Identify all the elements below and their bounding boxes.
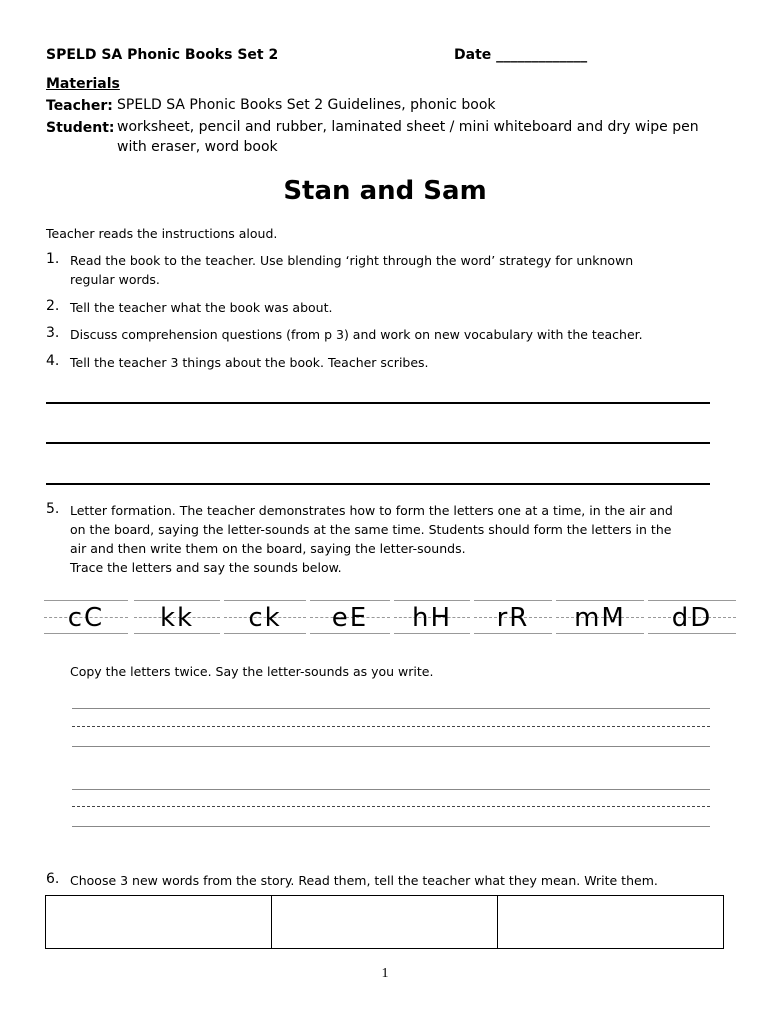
trace-letters: kk bbox=[159, 603, 195, 633]
scribe-line[interactable] bbox=[46, 402, 710, 404]
trace-letter-group bbox=[310, 600, 390, 636]
scribe-line[interactable] bbox=[46, 442, 710, 444]
word-cell[interactable] bbox=[272, 896, 498, 948]
copy-top-line[interactable] bbox=[72, 708, 710, 709]
student-materials-line1: worksheet, pencil and rubber, laminated sheet / mini whiteboard and dry wipe pen bbox=[117, 119, 699, 135]
trace-letter-group bbox=[224, 600, 306, 636]
letter-formation-line3: air and then write them on the board, saying the letter-sounds. bbox=[70, 541, 466, 556]
word-cell[interactable] bbox=[46, 896, 272, 948]
teacher-materials: SPELD SA Phonic Books Set 2 Guidelines, phonic book bbox=[117, 97, 496, 113]
instruction-1-line2: regular words. bbox=[70, 272, 160, 287]
trace-letter-group bbox=[556, 600, 644, 636]
trace-letters: ck bbox=[248, 603, 282, 633]
instruction-3: Discuss comprehension questions (from p 3) and work on new vocabulary with the teacher. bbox=[70, 327, 643, 342]
trace-letter-group bbox=[134, 600, 220, 636]
copy-instruction: Copy the letters twice. Say the letter-sounds as you write. bbox=[70, 664, 434, 679]
date-field: Date _____________ bbox=[454, 47, 588, 63]
copy-mid-line[interactable] bbox=[72, 806, 710, 807]
trace-letters: rR bbox=[496, 603, 530, 633]
materials-heading: Materials bbox=[46, 76, 120, 92]
trace-letters: cC bbox=[67, 603, 105, 633]
trace-letter-group bbox=[648, 600, 736, 636]
letter-formation-line1: Letter formation. The teacher demonstrates how to form the letters one at a time, in the air and bbox=[70, 503, 673, 518]
instruction-number: 4. bbox=[46, 353, 60, 369]
instruction-number: 3. bbox=[46, 325, 60, 341]
copy-base-line[interactable] bbox=[72, 746, 710, 747]
scribe-line[interactable] bbox=[46, 483, 710, 485]
instruction-number: 5. bbox=[46, 501, 60, 517]
trace-letter-group bbox=[394, 600, 470, 636]
story-title: Stan and Sam bbox=[283, 176, 487, 206]
trace-letter-group bbox=[474, 600, 552, 636]
new-words-instruction: Choose 3 new words from the story. Read them, tell the teacher what they mean. Write them. bbox=[70, 873, 658, 888]
teacher-label: Teacher: bbox=[46, 98, 113, 114]
trace-letter-group bbox=[44, 600, 128, 636]
page-number: 1 bbox=[381, 966, 389, 981]
trace-letters: eE bbox=[331, 603, 369, 633]
student-label: Student: bbox=[46, 120, 115, 136]
copy-base-line[interactable] bbox=[72, 826, 710, 827]
new-words-table bbox=[45, 895, 724, 949]
instruction-number: 2. bbox=[46, 298, 60, 314]
trace-letters: mM bbox=[574, 603, 626, 633]
intro-text: Teacher reads the instructions aloud. bbox=[46, 226, 278, 241]
instruction-2: Tell the teacher what the book was about. bbox=[70, 300, 333, 315]
trace-letters: hH bbox=[411, 603, 453, 633]
word-cell[interactable] bbox=[498, 896, 723, 948]
letter-formation-line4: Trace the letters and say the sounds below. bbox=[70, 560, 342, 575]
trace-letters: dD bbox=[671, 603, 713, 633]
instruction-4: Tell the teacher 3 things about the book. Teacher scribes. bbox=[70, 355, 429, 370]
copy-mid-line[interactable] bbox=[72, 726, 710, 727]
instruction-number: 1. bbox=[46, 251, 60, 267]
instruction-1-line1: Read the book to the teacher. Use blending ‘right through the word’ strategy for unknown bbox=[70, 253, 634, 268]
copy-top-line[interactable] bbox=[72, 789, 710, 790]
letter-formation-line2: on the board, saying the letter-sounds at the same time. Students should form the letters in the bbox=[70, 522, 672, 537]
instruction-number: 6. bbox=[46, 871, 60, 887]
student-materials-line2: with eraser, word book bbox=[117, 139, 278, 155]
book-set-title: SPELD SA Phonic Books Set 2 bbox=[46, 47, 279, 63]
